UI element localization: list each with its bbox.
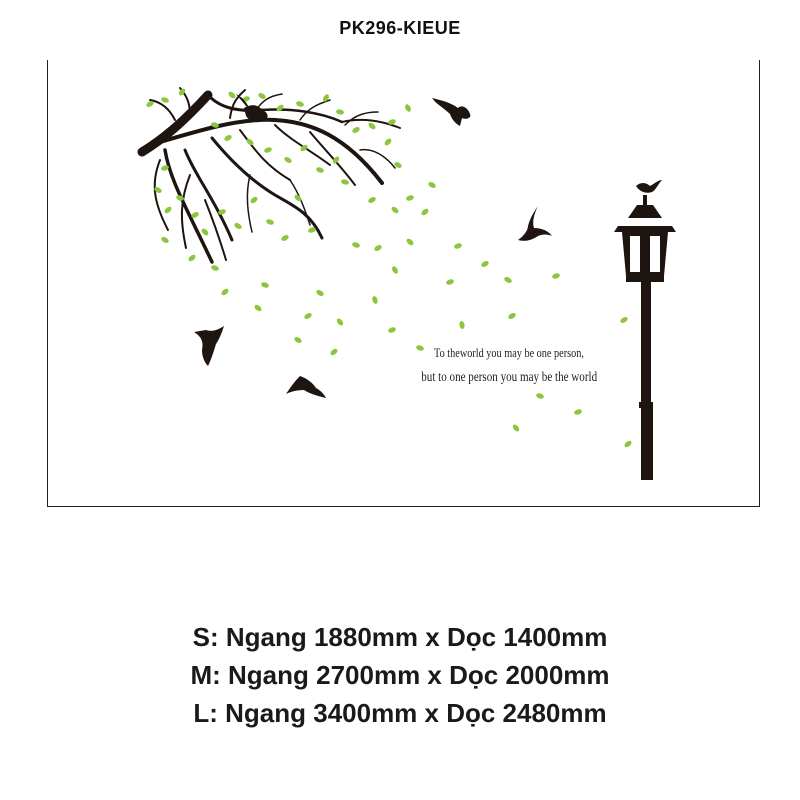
quote-line-2: but to one person you may be the world <box>421 369 598 384</box>
tree-branch-icon <box>142 88 400 262</box>
size-list <box>0 618 800 732</box>
lamp-post-icon <box>614 195 676 480</box>
product-code: PK296-KIEUE <box>339 18 461 38</box>
bird-icon <box>432 98 470 126</box>
size-option-s: S: Ngang 1880mm x Dọc 1400mm <box>192 622 608 652</box>
bird-icon <box>518 206 552 241</box>
size-option-l: L: Ngang 3400mm x Dọc 2480mm <box>193 698 607 728</box>
leaf-icon <box>145 87 632 448</box>
bird-icon <box>636 180 662 193</box>
size-option-m: M: Ngang 2700mm x Dọc 2000mm <box>190 660 610 690</box>
bird-icon <box>286 376 326 398</box>
bird-icon <box>194 326 224 366</box>
quote-line-1: To theworld you may be one person, <box>434 346 584 360</box>
